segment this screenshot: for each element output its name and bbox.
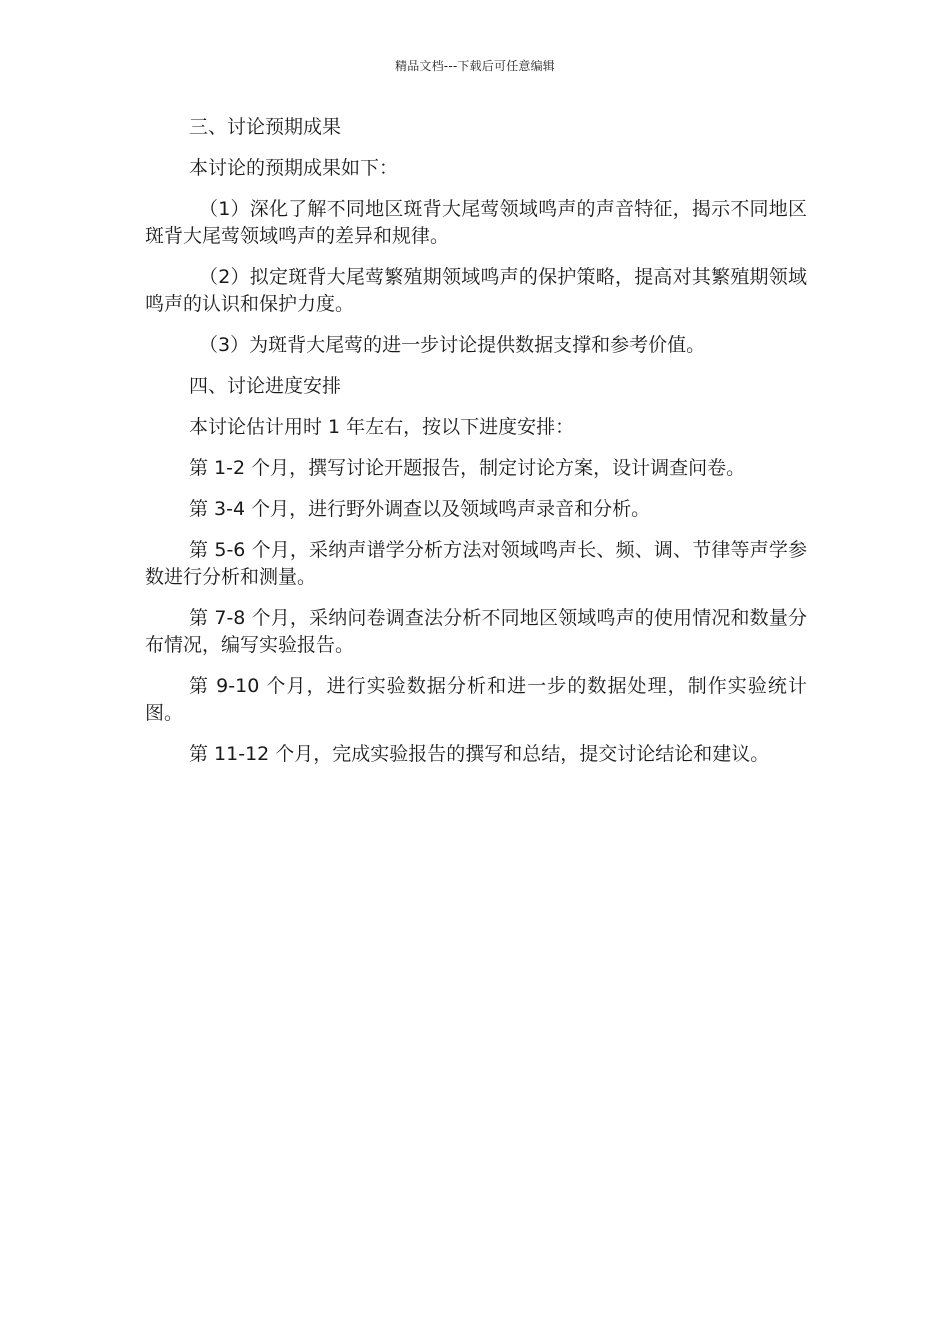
paragraph-result-2: （2）拟定斑背大尾莺繁殖期领域鸣声的保护策略，提高对其繁殖期领域鸣声的认识和保护力度。: [145, 266, 807, 315]
paragraph-result-1: （1）深化了解不同地区斑背大尾莺领域鸣声的声音特征，揭示不同地区斑背大尾莺领域鸣声的差异和规律。: [145, 198, 807, 247]
paragraph-schedule-month-5-6: 第 5-6 个月，采纳声谱学分析方法对领域鸣声长、频、调、节律等声学参数进行分析和测量。: [145, 539, 807, 588]
page-header: 精品文档---下载后可任意编辑: [395, 59, 555, 73]
paragraph-schedule-intro: 本讨论估计用时 1 年左右，按以下进度安排：: [189, 416, 575, 438]
section-heading-schedule: 四、讨论进度安排: [189, 375, 342, 397]
section-heading-expected-results: 三、讨论预期成果: [189, 116, 342, 138]
paragraph-schedule-month-1-2: 第 1-2 个月，撰写讨论开题报告，制定讨论方案，设计调查问卷。: [189, 457, 746, 479]
paragraph-schedule-month-7-8: 第 7-8 个月，采纳问卷调查法分析不同地区领域鸣声的使用情况和数量分布情况，编写实验报告。: [145, 607, 807, 656]
paragraph-schedule-month-11-12: 第 11-12 个月，完成实验报告的撰写和总结，提交讨论结论和建议。: [189, 743, 770, 765]
paragraph-expected-results-intro: 本讨论的预期成果如下：: [189, 157, 399, 179]
paragraph-result-3: （3）为斑背大尾莺的进一步讨论提供数据支撑和参考价值。: [199, 334, 706, 356]
paragraph-schedule-month-3-4: 第 3-4 个月，进行野外调查以及领域鸣声录音和分析。: [189, 498, 651, 520]
document-body: [145, 114, 807, 782]
paragraph-schedule-month-9-10: 第 9-10 个月，进行实验数据分析和进一步的数据处理，制作实验统计图。: [145, 675, 807, 724]
